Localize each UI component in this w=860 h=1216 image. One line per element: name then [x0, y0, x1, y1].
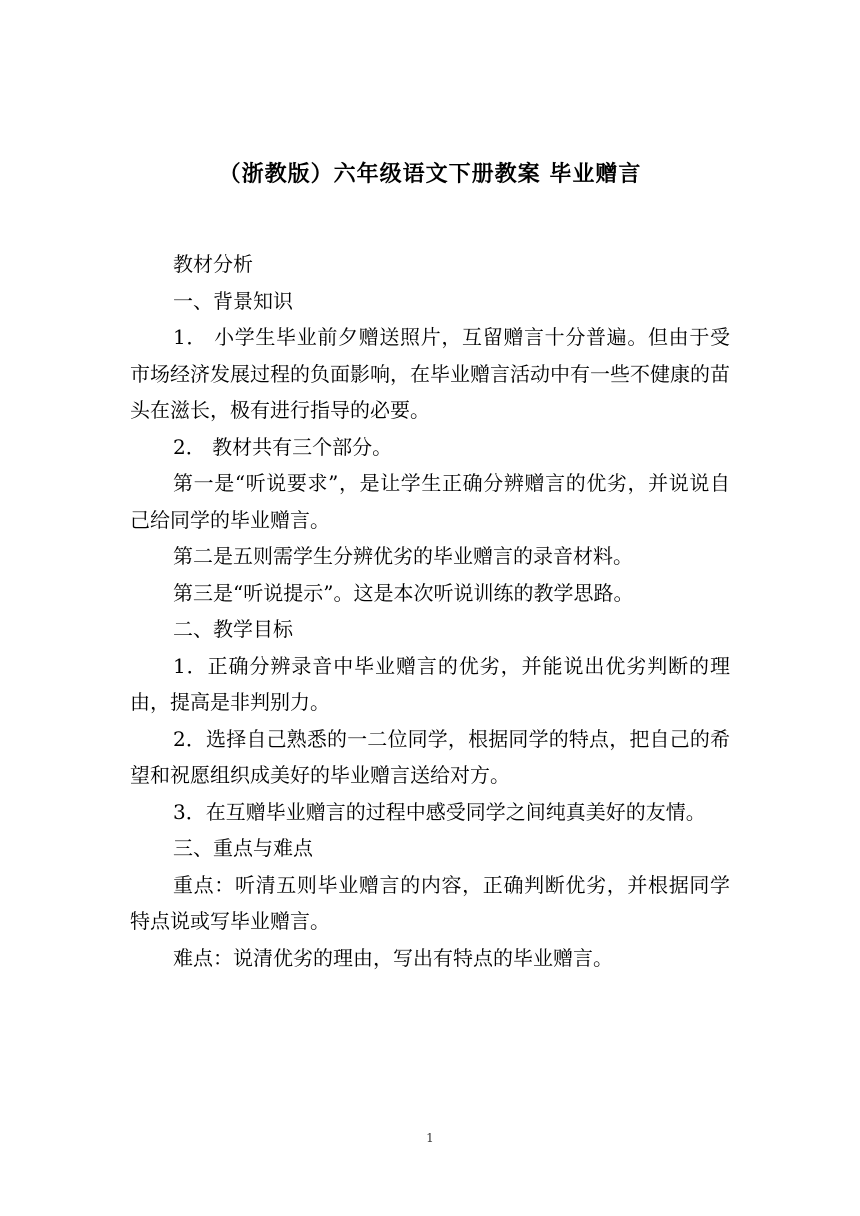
- page-number: 1: [426, 1131, 434, 1145]
- document-body: [130, 246, 730, 976]
- paragraph-background-1: 1． 小学生毕业前夕赠送照片，互留赠言十分普遍。但由于受市场经济发展过程的负面影响，在毕业赠言活动中有一些不健康的苗头在滋长，极有进行指导的必要。: [130, 325, 730, 422]
- document-title: （浙教版）六年级语文下册教案 毕业赠言: [218, 161, 642, 187]
- paragraph-key-point: 重点：听清五则毕业赠言的内容，正确判断优劣，并根据同学特点说或写毕业赠言。: [130, 872, 730, 933]
- paragraph-goal-1: 1．正确分辨录音中毕业赠言的优劣，并能说出优劣判断的理由，提高是非判别力。: [130, 653, 730, 714]
- paragraph-goal-3: 3．在互赠毕业赠言的过程中感受同学之间纯真美好的友情。: [173, 799, 706, 824]
- paragraph-background-2: 2． 教材共有三个部分。: [173, 434, 393, 459]
- section-heading-goals: 二、教学目标: [173, 617, 293, 641]
- paragraph-part-one: 第一是“听说要求”，是让学生正确分辨赠言的优劣，并说说自己给同学的毕业赠言。: [130, 471, 730, 532]
- paragraph-part-two: 第二是五则需学生分辨优劣的毕业赠言的录音材料。: [173, 544, 633, 568]
- paragraph-difficulty: 难点：说清优劣的理由，写出有特点的毕业赠言。: [173, 945, 613, 970]
- section-heading-textbook-analysis: 教材分析: [173, 252, 253, 276]
- paragraph-goal-2: 2．选择自己熟悉的一二位同学，根据同学的特点，把自己的希望和祝愿组织成美好的毕业赠言送给对方。: [130, 726, 730, 787]
- section-heading-background: 一、背景知识: [173, 288, 293, 313]
- section-heading-key-points: 三、重点与难点: [173, 836, 313, 860]
- paragraph-part-three: 第三是“听说提示”。这是本次听说训练的教学思路。: [173, 580, 634, 605]
